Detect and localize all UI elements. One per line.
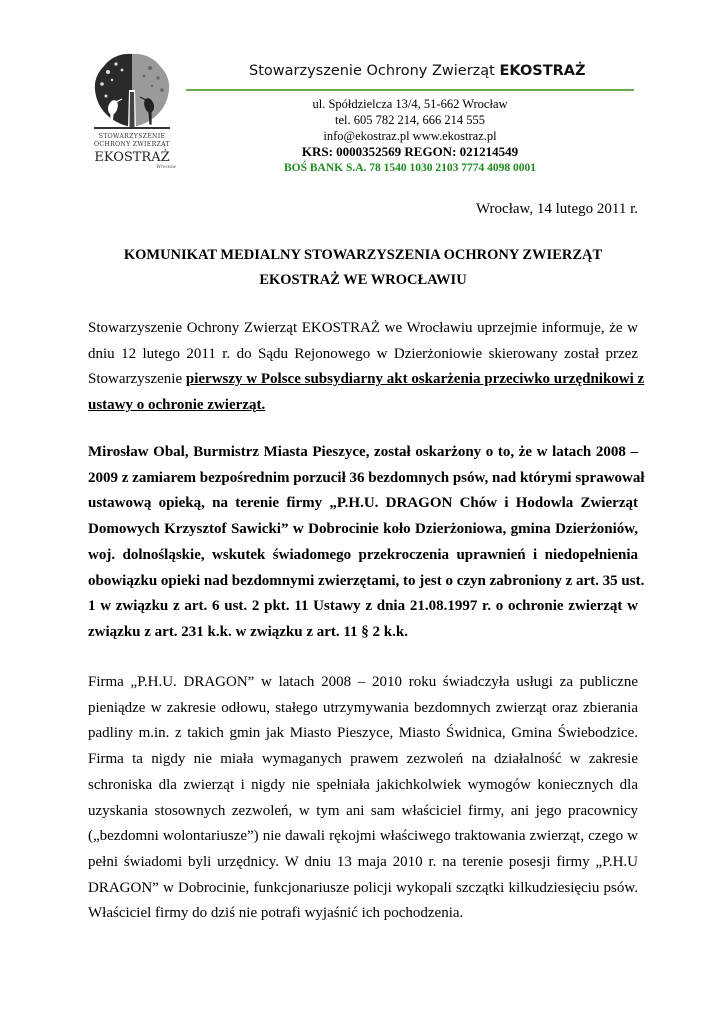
paragraph-intro — [88, 316, 645, 419]
paragraph-line-emphasis: ustawy o ochronie zwierząt. — [88, 397, 266, 414]
paragraph-line: związku z art. 231 k.k. w związku z art. 11 § 2 k.k. — [88, 623, 408, 640]
header-divider — [186, 89, 634, 91]
paragraph-company — [88, 670, 638, 927]
paragraph-line: ustawową opieką, na terenie firmy „P.H.U. DRAGON Chów i Hodowla Zwierząt — [88, 495, 638, 512]
paragraph-line: Domowych Krzysztof Sawicki” w Dobrocinie koło Dzierżoniowa, gmina Dzierżoniów, — [88, 521, 638, 538]
paragraph-line: obowiązku opieki nad bezdomnymi zwierzętami, to jest o czyn zabroniony z art. 35 ust. — [88, 572, 645, 589]
paragraph-line: Firma ta nigdy nie miała wymaganych prawem zezwoleń na działalność w zakresie — [88, 751, 638, 768]
address: ul. Spółdzielcza 13/4, 51-662 Wrocław — [312, 97, 508, 111]
organization-name-prefix: Stowarzyszenie Ochrony Zwierząt — [249, 63, 500, 79]
krs-regon: KRS: 0000352569 REGON: 021214549 — [301, 144, 519, 159]
logo-text-line-1: STOWARZYSZENIE — [98, 133, 166, 140]
paragraph-line: padliny m.in. z takich gmin jak Miasto Pieszyce, Miasto Świdnica, Gmina Świebodzice. — [88, 725, 638, 742]
organization-logo — [86, 50, 178, 174]
document-title-line-1: KOMUNIKAT MEDIALNY STOWARZYSZENIA OCHRONY ZWIERZĄT — [123, 247, 603, 263]
paragraph-line: pieniądze w zakresie odłowu, stałego utrzymywania bezdomnych zwierząt oraz zbierania — [88, 699, 638, 716]
email-and-website[interactable]: info@ekostraz.pl www.ekostraz.pl — [323, 129, 497, 143]
tree-heron-emblem-icon — [86, 50, 178, 134]
paragraph-line — [88, 367, 645, 393]
paragraph-line — [88, 393, 638, 419]
logo-text-line-4: Wrocław — [156, 165, 176, 170]
paragraph-line: pełni świadomi byli urzędnicy. W dniu 13 maja 2010 r. na terenie posesji firmy „P.H.U — [88, 853, 638, 870]
paragraph-line: Firma „P.H.U. DRAGON” w latach 2008 – 2010 roku świadczyła usługi za publiczne — [88, 674, 638, 690]
paragraph-indictment — [88, 440, 645, 646]
paragraph-line: woj. dolnośląskie, wskutek świadomego przekroczenia uprawnień i niedopełnienia — [88, 546, 638, 563]
paragraph-line: DRAGON” w Dobrocinie, funkcjonariusze policji wykopali szczątki kilkudziesięciu psów. — [88, 879, 638, 896]
paragraph-line: Mirosław Obal, Burmistrz Miasta Pieszyce, został oskarżony o to, że w latach 2008 – — [88, 444, 638, 460]
bank-account: BOŚ BANK S.A. 78 1540 1030 2103 7774 4098 0001 — [283, 162, 537, 174]
paragraph-line: dniu 12 lutego 2011 r. do Sądu Rejonowego w Dzierżoniowie skierowany został przez — [88, 345, 638, 362]
organization-name-bold: EKOSTRAŻ — [499, 63, 586, 79]
logo-text-line-3: EKOSTRAŻ — [94, 150, 170, 165]
paragraph-line: Właściciel firmy do dziś nie potrafi wyjaśnić ich pochodzenia. — [88, 905, 464, 922]
paragraph-line-plain: Stowarzyszenie — [88, 371, 186, 388]
paragraph-line: uzyskania stosownych zezwoleń, w tym ani sam właściciel firmy, ani jego pracownicy — [88, 802, 638, 819]
paragraph-line-emphasis: pierwszy w Polsce subsydiarny akt oskarżenia przeciwko urzędnikowi z — [185, 371, 645, 388]
phone-numbers: tel. 605 782 214, 666 214 555 — [335, 113, 485, 127]
paragraph-line: 1 w związku z art. 6 ust. 2 pkt. 11 Ustawy z dnia 21.08.1997 r. o ochronie zwierząt w — [88, 598, 638, 615]
document-date: Wrocław, 14 lutego 2011 r. — [476, 201, 638, 217]
document-title-line-2: EKOSTRAŻ WE WROCŁAWIU — [259, 272, 467, 288]
logo-text-line-2: OCHRONY ZWIERZĄT — [93, 141, 171, 148]
paragraph-line: 2009 z zamiarem bezpośrednim porzucił 36 bezdomnych psów, nad którymi sprawował — [88, 469, 645, 486]
paragraph-line: („bezdomni wolontariusze”) nie dawali rękojmi właściwego traktowania zwierząt, czego w — [88, 828, 638, 845]
paragraph-line: schroniska dla zwierząt i nigdy nie spełniała jakichkolwiek wymogów koniecznych dla — [88, 776, 638, 793]
paragraph-line: Stowarzyszenie Ochrony Zwierząt EKOSTRAŻ we Wrocławiu uprzejmie informuje, że w — [88, 320, 638, 336]
organization-name — [249, 63, 586, 79]
